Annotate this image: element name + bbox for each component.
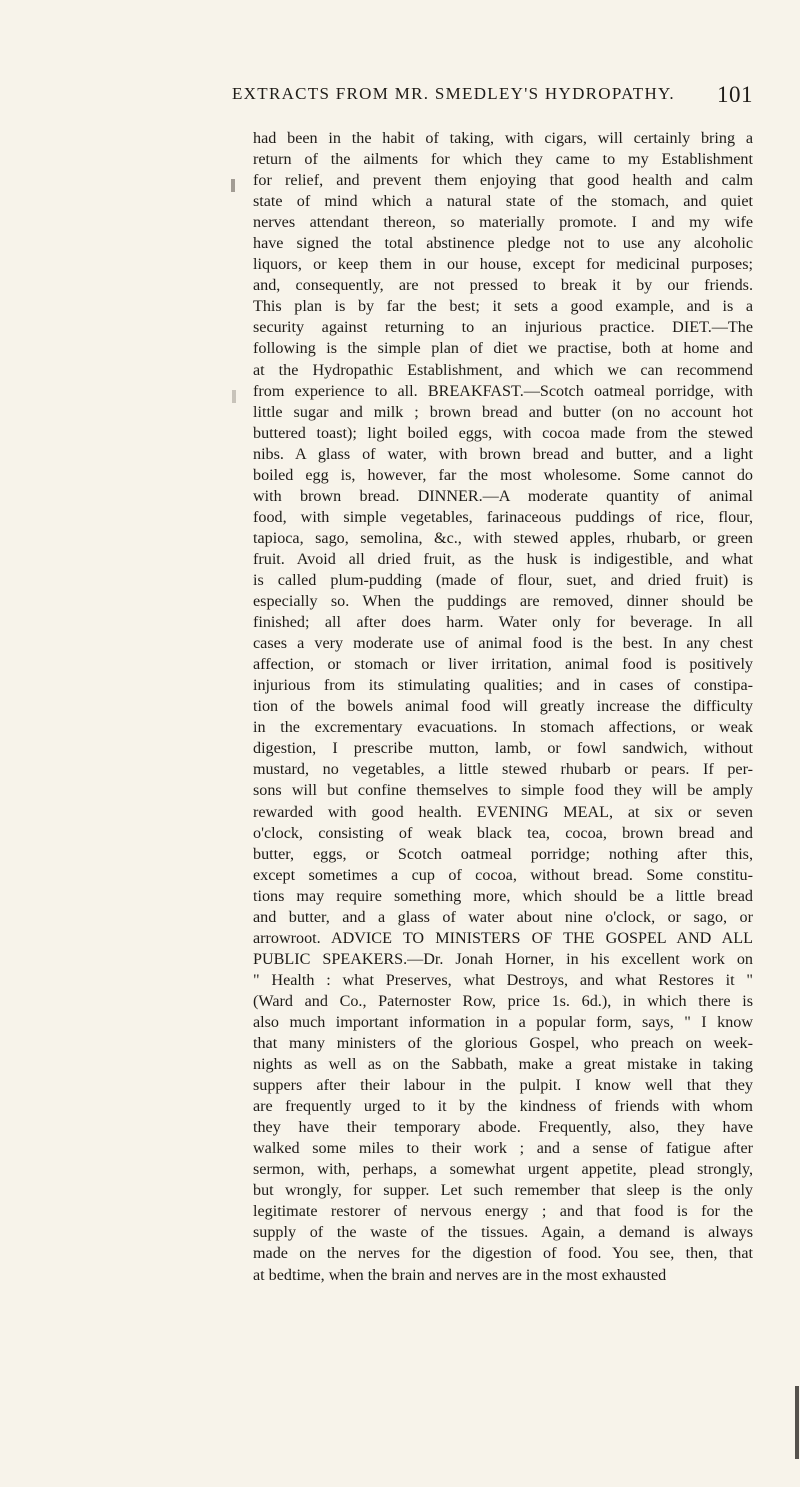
text-line: tapioca, sago, semolina, &c., with stewed apples, rhubarb, or green bbox=[253, 529, 753, 547]
text-line: made on the nerves for the digestion of food. You see, then, that bbox=[253, 1245, 753, 1263]
text-line: especially so. When the puddings are removed, dinner should be bbox=[253, 593, 753, 611]
text-line: at the Hydropathic Establishment, and which we can recommend bbox=[253, 361, 753, 379]
text-line: with brown bread. DINNER.—A moderate quantity of animal bbox=[253, 487, 753, 505]
text-line: legitimate restorer of nervous energy ; and that food is for the bbox=[253, 1203, 753, 1221]
text-line: and, consequently, are not pressed to break it by our friends. bbox=[253, 277, 753, 295]
text-line: rewarded with good health. EVENING MEAL, at six or seven bbox=[253, 803, 753, 821]
text-line: for relief, and prevent them enjoying that good health and calm bbox=[253, 172, 753, 190]
text-line: have signed the total abstinence pledge not to use any alcoholic bbox=[253, 235, 753, 253]
text-line: also much important information in a popular form, says, " I know bbox=[253, 1013, 753, 1031]
text-line: digestion, I prescribe mutton, lamb, or fowl sandwich, without bbox=[253, 740, 753, 758]
text-line: walked some miles to their work ; and a sense of fatigue after bbox=[253, 1140, 753, 1158]
text-line: state of mind which a natural state of the stomach, and quiet bbox=[253, 193, 753, 211]
text-line: nights as well as on the Sabbath, make a great mistake in taking bbox=[253, 1056, 753, 1074]
text-line: butter, eggs, or Scotch oatmeal porridge; nothing after this, bbox=[253, 845, 753, 863]
text-line: (Ward and Co., Paternoster Row, price 1s. 6d.), in which there is bbox=[253, 992, 753, 1010]
text-line: security against returning to an injurious practice. DIET.—The bbox=[253, 319, 753, 337]
text-line: except sometimes a cup of cocoa, without bread. Some constitu- bbox=[253, 866, 753, 884]
text-line: buttered toast); light boiled eggs, with cocoa made from the stewed bbox=[253, 424, 753, 442]
text-line: are frequently urged to it by the kindness of friends with whom bbox=[253, 1098, 753, 1116]
text-line: nibs. A glass of water, with brown bread and butter, and a light bbox=[253, 445, 753, 463]
text-line: sons will but confine themselves to simple food they will be amply bbox=[253, 782, 753, 800]
text-line: that many ministers of the glorious Gospel, who preach on week- bbox=[253, 1035, 753, 1053]
text-line: tion of the bowels animal food will greatly increase the difficulty bbox=[253, 698, 753, 716]
text-line: liquors, or keep them in our house, except for medicinal purposes; bbox=[253, 256, 753, 274]
text-line: arrowroot. ADVICE TO MINISTERS OF THE GOSPEL AND ALL bbox=[253, 929, 753, 947]
body-text bbox=[253, 128, 753, 1286]
text-line: PUBLIC SPEAKERS.—Dr. Jonah Horner, in his excellent work on bbox=[253, 950, 753, 968]
text-line: suppers after their labour in the pulpit. I know well that they bbox=[253, 1077, 753, 1095]
text-line: supply of the waste of the tissues. Again, a demand is always bbox=[253, 1224, 753, 1242]
text-line: in the excrementary evacuations. In stomach affections, or weak bbox=[253, 719, 753, 737]
text-line: boiled egg is, however, far the most wholesome. Some cannot do bbox=[253, 466, 753, 484]
left-margin-mark bbox=[231, 179, 235, 192]
text-line: they have their temporary abode. Frequently, also, they have bbox=[253, 1119, 753, 1137]
text-line: tions may require something more, which should be a little bread bbox=[253, 887, 753, 905]
text-line: This plan is by far the best; it sets a good example, and is a bbox=[253, 298, 753, 316]
text-line: from experience to all. BREAKFAST.—Scotch oatmeal porridge, with bbox=[253, 382, 753, 400]
text-line: but wrongly, for supper. Let such remember that sleep is the only bbox=[253, 1182, 753, 1200]
text-line: sermon, with, perhaps, a somewhat urgent appetite, plead strongly, bbox=[253, 1161, 753, 1179]
running-head bbox=[232, 84, 753, 110]
text-line: finished; all after does harm. Water only for beverage. In all bbox=[253, 614, 753, 632]
left-margin-mark bbox=[232, 390, 236, 403]
text-line: food, with simple vegetables, farinaceous puddings of rice, flour, bbox=[253, 508, 753, 526]
text-line: injurious from its stimulating qualities; and in cases of constipa- bbox=[253, 677, 753, 695]
page-number: 101 bbox=[717, 82, 753, 107]
running-head-title: EXTRACTS FROM MR. SMEDLEY'S HYDROPATHY. bbox=[232, 84, 675, 103]
text-line: cases a very moderate use of animal food is the best. In any chest bbox=[253, 635, 753, 653]
text-line: little sugar and milk ; brown bread and butter (on no account hot bbox=[253, 403, 753, 421]
text-line: mustard, no vegetables, a little stewed rhubarb or pears. If per- bbox=[253, 761, 753, 779]
text-line: fruit. Avoid all dried fruit, as the husk is indigestible, and what bbox=[253, 550, 753, 568]
right-margin-mark bbox=[795, 1386, 799, 1459]
text-line: nerves attendant thereon, so materially promote. I and my wife bbox=[253, 214, 753, 232]
text-line: return of the ailments for which they came to my Establishment bbox=[253, 151, 753, 169]
text-line: at bedtime, when the brain and nerves are in the most exhausted bbox=[253, 1266, 667, 1284]
text-line: affection, or stomach or liver irritation, animal food is positively bbox=[253, 656, 753, 674]
text-line: following is the simple plan of diet we practise, both at home and bbox=[253, 340, 753, 358]
text-line: is called plum-pudding (made of flour, suet, and dried fruit) is bbox=[253, 571, 753, 589]
text-line: o'clock, consisting of weak black tea, cocoa, brown bread and bbox=[253, 824, 753, 842]
text-line: " Health : what Preserves, what Destroys, and what Restores it " bbox=[253, 971, 753, 989]
text-line: had been in the habit of taking, with cigars, will certainly bring a bbox=[253, 130, 753, 147]
text-line: and butter, and a glass of water about nine o'clock, or sago, or bbox=[253, 908, 753, 926]
